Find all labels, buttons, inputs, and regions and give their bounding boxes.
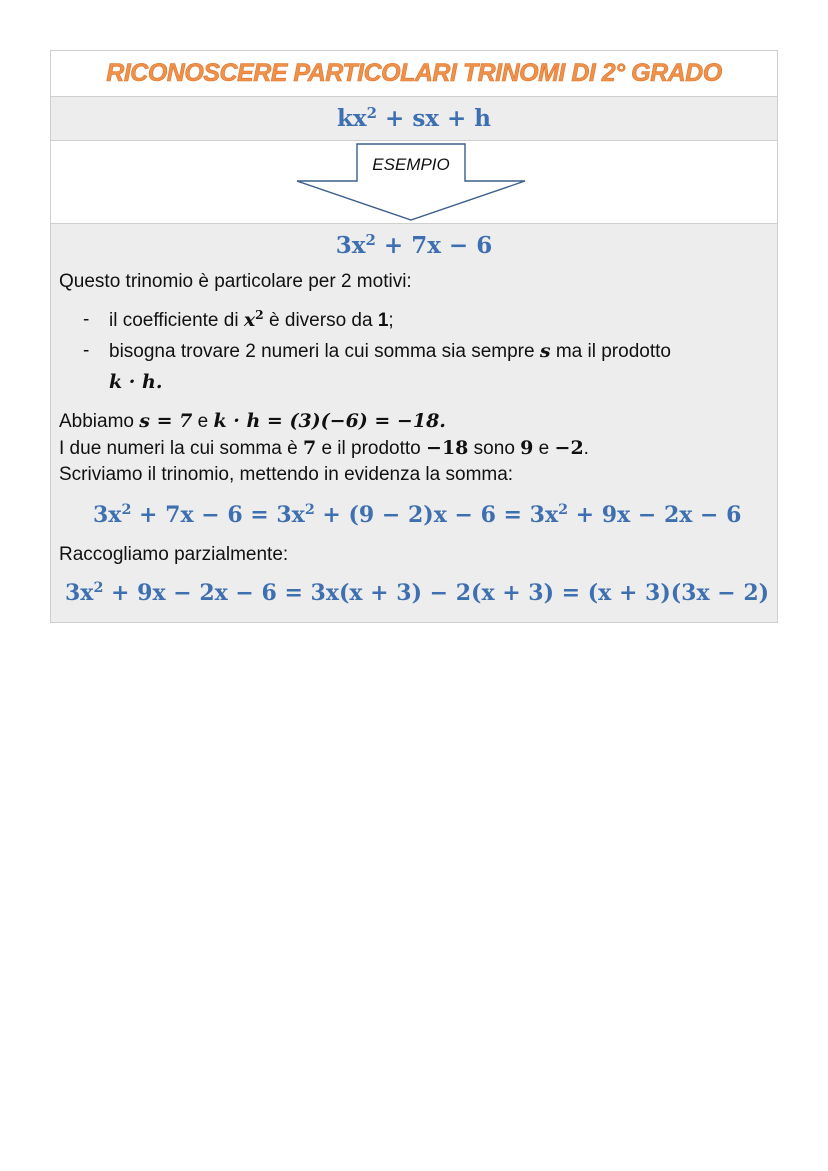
example-arrow-row [51, 141, 777, 224]
intro-text: Questo trinomio è particolare per 2 motivi: [59, 271, 412, 292]
example-formula: $3x^2 + 7x - 6$ [335, 230, 493, 259]
general-formula: $kx^2$ + sx + h [336, 103, 492, 132]
grouping-line: Raccogliamo parzialmente: [59, 544, 289, 565]
example-label: ESEMPIO [372, 155, 450, 174]
rewrite-line: Scriviamo il trinomio, mettendo in evidenza la somma: [59, 464, 514, 485]
list-item: - bisogna trovare 2 numeri la cui somma sia sempre s ma il prodotto k · h. [83, 340, 671, 393]
page-title: RICONOSCERE PARTICOLARI TRINOMI DI 2° GRADO [106, 59, 722, 87]
trinomial-card [50, 50, 778, 623]
numbers-line: I due numeri la cui somma è 7 e il prodotto −18 sono 9 e −2. [59, 437, 589, 459]
expansion-equation: $3x^2 + 7x - 6 = 3x^2 + (9 - 2)x - 6 = 3x^2 + 9x - 2x - 6$ [93, 502, 742, 528]
general-formula-row [51, 97, 777, 141]
example-body [51, 224, 777, 622]
reasons-list [59, 305, 769, 398]
factorization-equation: $3x^2 + 9x - 2x - 6 = 3x(x + 3) - 2(x + 3) = (x + 3)(3x - 2)$ [65, 580, 770, 606]
list-item: - il coefficiente di $x^2$ è diverso da 1; [83, 307, 394, 331]
values-line: Abbiamo s = 7 e k · h = (3)(−6) = −18. [59, 410, 446, 432]
title-row [51, 51, 777, 97]
